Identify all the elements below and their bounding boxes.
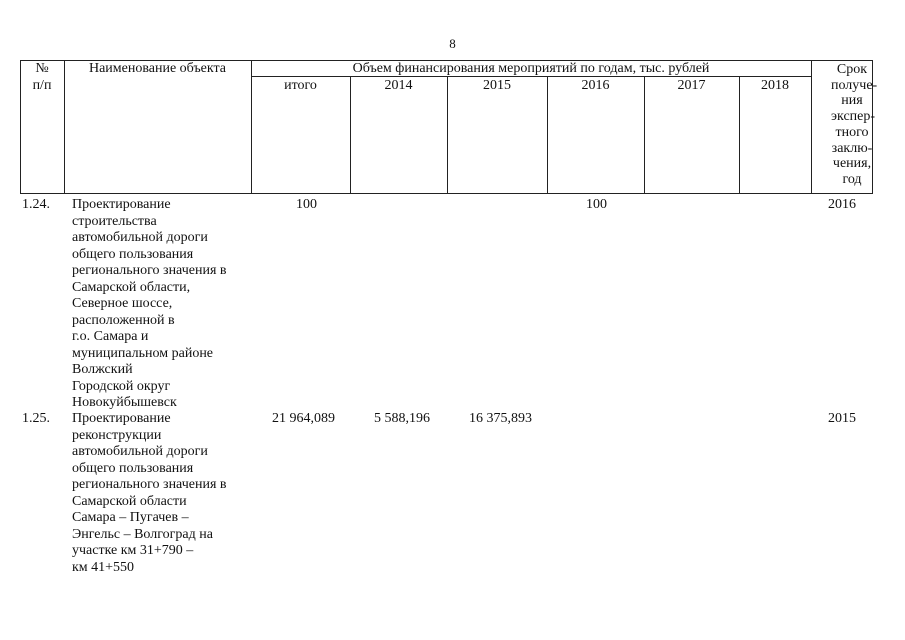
- header-divider-2016: [547, 76, 548, 194]
- row-total: 21 964,089: [272, 411, 335, 426]
- header-divider-2018: [739, 76, 740, 194]
- col-total-label: итого: [284, 78, 317, 93]
- row-object-name: Проектирование строительства автомобильной дороги общего пользования регионального значения в Самарской области, Северное шоссе, расположенной в г.о. Самара и муниципальном районе Волжский Городской округ Новокуйбышевск: [72, 197, 227, 410]
- col-deadline-label: Срок получе- ния экспер- тного заклю- чения, год: [831, 62, 878, 187]
- row-2015: 16 375,893: [469, 411, 532, 426]
- col-name-label: Наименование объекта: [88, 61, 227, 76]
- col-2018-label: 2018: [761, 78, 789, 93]
- finance-subheader-border: [251, 76, 811, 77]
- header-divider-num: [64, 60, 65, 194]
- row-2014: 5 588,196: [374, 411, 430, 426]
- col-num-label-2: п/п: [32, 78, 52, 93]
- header-divider-deadline: [811, 60, 812, 194]
- col-2015-label: 2015: [483, 78, 511, 93]
- row-deadline: 2015: [828, 411, 856, 426]
- col-2014-label: 2014: [384, 78, 413, 93]
- header-divider-2015: [447, 76, 448, 194]
- col-num-label: №: [35, 61, 49, 76]
- page-number: 8: [449, 36, 456, 51]
- header-divider-2017: [644, 76, 645, 194]
- row-number: 1.25.: [22, 411, 50, 426]
- row-2016: 100: [586, 197, 607, 212]
- header-divider-2014: [350, 76, 351, 194]
- row-object-name: Проектирование реконструкции автомобильной дороги общего пользования регионального значения в Самарской области Самара – Пугачев – Энгельс – Волгоград на участке км 31+790 – км 41+550: [72, 411, 227, 575]
- col-finance-label: Объем финансирования мероприятий по годам, тыс. рублей: [352, 61, 710, 76]
- col-2016-label: 2016: [581, 78, 610, 93]
- row-number: 1.24.: [22, 197, 50, 212]
- row-deadline: 2016: [828, 197, 856, 212]
- table-header: [20, 60, 878, 194]
- row-total: 100: [296, 197, 317, 212]
- col-2017-label: 2017: [677, 78, 706, 93]
